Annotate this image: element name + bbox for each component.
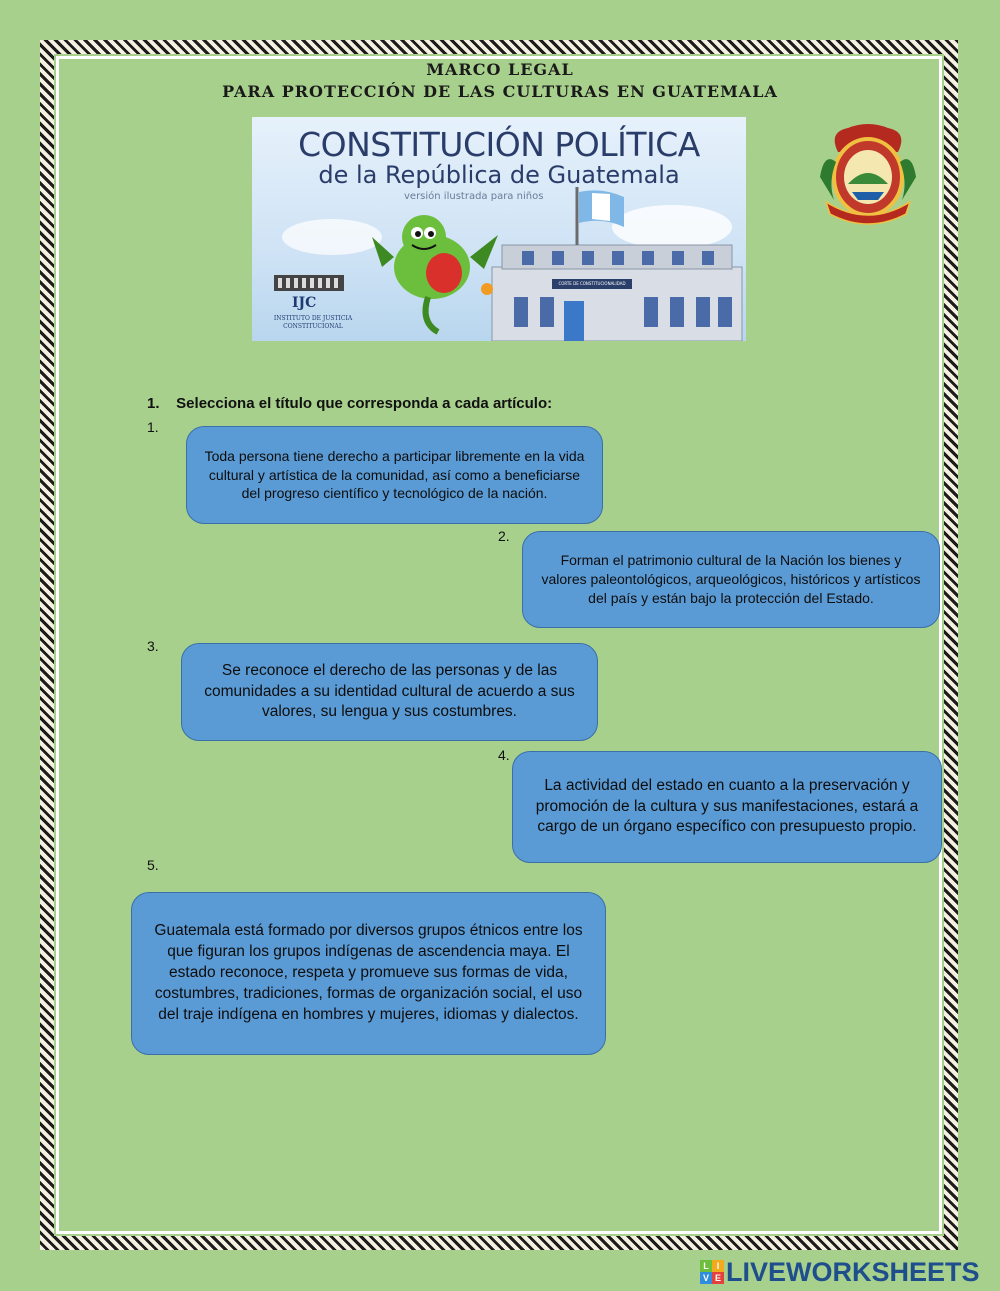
article-text: Se reconoce el derecho de las personas y de las comunidades a su identidad cultural de acuerdo a sus valores, su lengua y sus costumbres. <box>204 661 575 721</box>
article-number: 3. <box>147 638 159 654</box>
liveworksheets-wordmark: LIVEWORKSHEETS <box>726 1256 980 1287</box>
article-number: 4. <box>498 747 510 763</box>
article-box[interactable] <box>522 531 940 628</box>
article-box[interactable] <box>186 426 603 524</box>
banner-subtitle: de la República de Guatemala <box>318 161 680 189</box>
article-number: 5. <box>147 857 159 873</box>
article-text: La actividad del estado en cuanto a la preservación y promoción de la cultura y sus manifestaciones, estará a cargo de un órgano específico con presupuesto propio. <box>535 776 919 836</box>
question-heading: 1. Selecciona el título que corresponda a cada artículo: <box>147 395 553 412</box>
institute-logo-initials: IJC <box>292 295 317 311</box>
article-box[interactable] <box>131 892 606 1055</box>
article-text: Guatemala está formado por diversos grupos étnicos entre los que figuran los grupos indígenas de ascendencia maya. El estado reconoce, respeta y promueve sus formas de vida, costumbres, tradiciones, formas de organización social, el uso del traje indígena en hombres y mujeres, idiomas y dialectos. <box>154 922 583 1023</box>
article-text: Forman el patrimonio cultural de la Nación los bienes y valores paleontológicos, arqueológicos, históricos y artísticos del país y están bajo la protección del Estado. <box>541 552 921 606</box>
article-number: 1. <box>147 419 159 435</box>
banner-title: CONSTITUCIÓN POLÍTICA <box>298 125 700 164</box>
page-title: MARCO LEGAL <box>426 60 574 79</box>
school-seal-icon <box>818 122 918 228</box>
institute-name-line1: INSTITUTO DE JUSTICIA <box>273 315 353 322</box>
article-number: 2. <box>498 528 510 544</box>
constitution-banner <box>252 117 746 341</box>
banner-tagline: versión ilustrada para niños <box>404 191 544 202</box>
institute-name-line2: CONSTITUCIONAL <box>283 323 343 330</box>
liveworksheets-mark-icon: L I V E <box>700 1260 724 1284</box>
article-box[interactable] <box>181 643 598 741</box>
liveworksheets-logo <box>700 1258 980 1286</box>
article-text: Toda persona tiene derecho a participar libremente en la vida cultural y artística de la comunidad, así como a beneficiarse del progreso científico y tecnológico de la nación. <box>204 447 585 502</box>
page-subtitle: PARA PROTECCIÓN DE LAS CULTURAS EN GUATEMALA <box>222 82 778 101</box>
building-sign: CORTE DE CONSTITUCIONALIDAD <box>558 281 626 286</box>
article-box[interactable] <box>512 751 942 863</box>
